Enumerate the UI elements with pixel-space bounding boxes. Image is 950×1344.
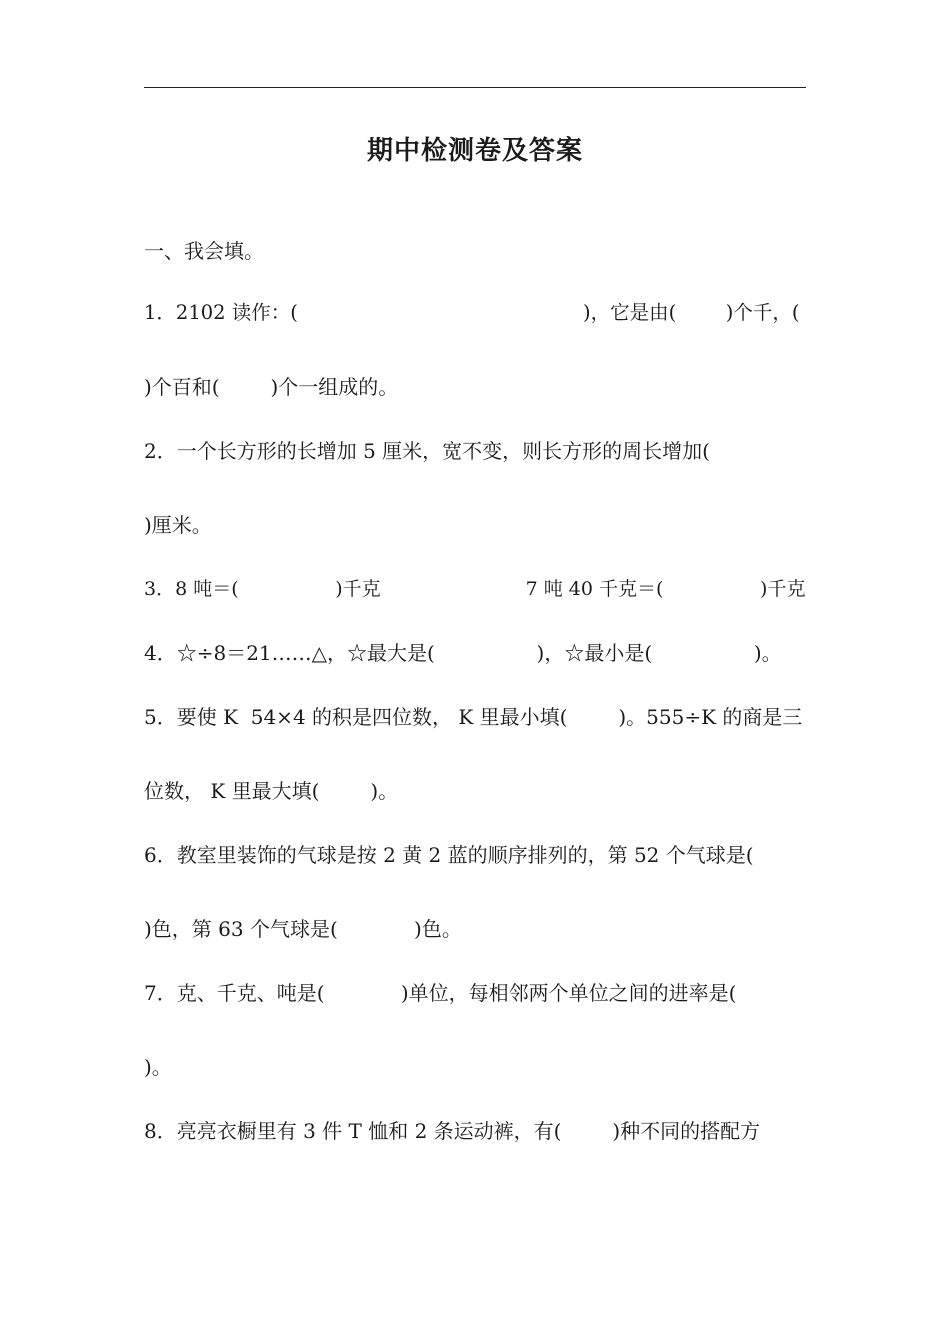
question-line: 4．☆÷8＝21……△，☆最大是( )，☆最小是( )。 [144,641,782,665]
question-line: 6．教室里装饰的气球是按 2 黄 2 蓝的顺序排列的，第 52 个气球是( [144,843,754,867]
question-line: 1．2102 读作：( )，它是由( )个千，( [144,301,800,324]
section-heading: 一、我会填。 [144,239,264,263]
page-title: 期中检测卷及答案 [366,136,583,166]
question-line: 位数， K 里最大填( )。 [144,779,399,803]
question-line: 2．一个长方形的长增加 5 厘米，宽不变，则长方形的周长增加( [144,439,710,463]
question-line: 5．要使 K 54×4 的积是四位数， K 里最小填( )。555÷K 的商是三 [144,705,803,729]
question-line: 3．8 吨＝( )千克 7 吨 40 千克＝( )千克 [144,578,806,600]
question-line: )个百和( )个一组成的。 [144,375,399,399]
header-rule [144,87,806,88]
question-line: )。 [144,1055,172,1079]
question-line: )厘米。 [144,513,212,537]
question-line: )色，第 63 个气球是( )色。 [144,917,462,941]
question-line: 8．亮亮衣橱里有 3 件 T 恤和 2 条运动裤，有( )种不同的搭配方 [144,1119,761,1143]
question-line: 7．克、千克、吨是( )单位，每相邻两个单位之间的进率是( [144,981,737,1005]
